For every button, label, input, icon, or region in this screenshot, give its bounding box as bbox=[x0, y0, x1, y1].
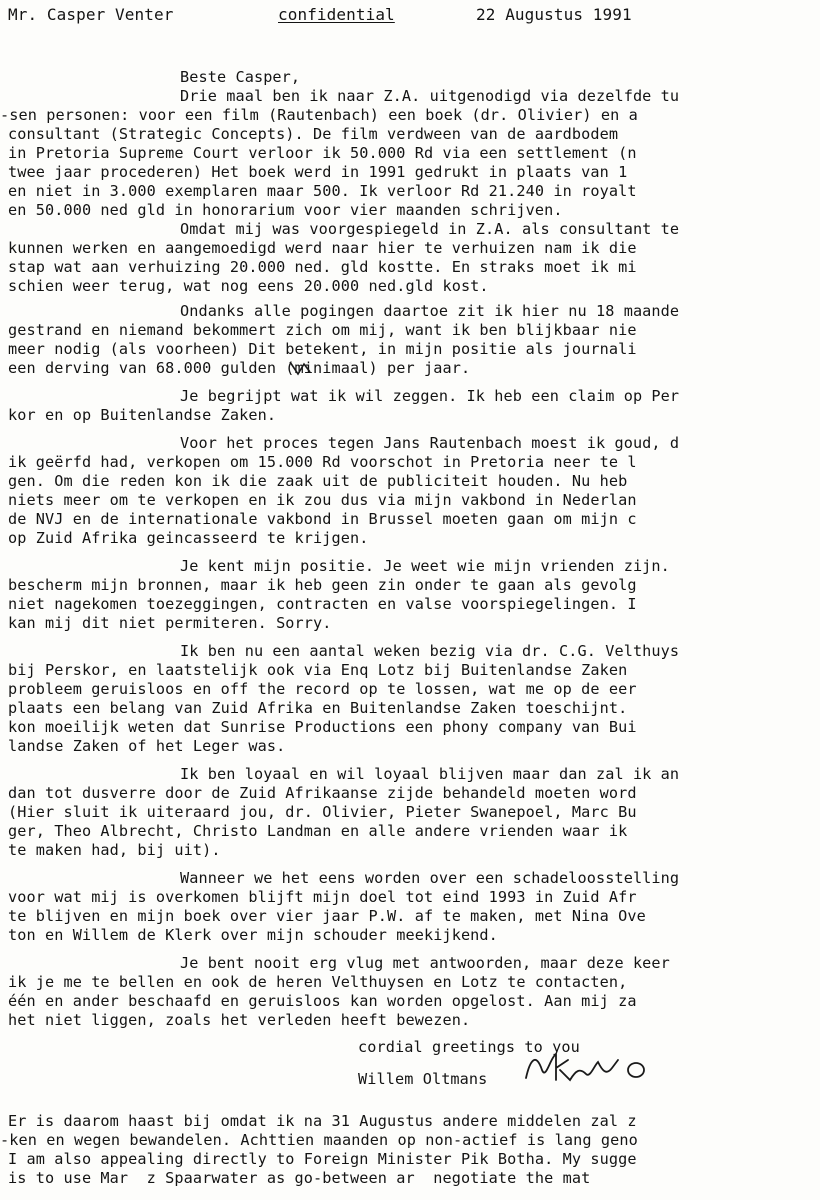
text-line: plaats een belang van Zuid Afrika en Buitenlandse Zaken toeschijnt. bbox=[8, 699, 628, 717]
text-line: meer nodig (als voorheen) Dit betekent, in mijn positie als journali bbox=[8, 340, 637, 358]
text-line: ik je me te bellen en ook de heren Velthuysen en Lotz te contacten, bbox=[8, 973, 628, 991]
text-line: ger, Theo Albrecht, Christo Landman en alle andere vrienden waar ik bbox=[8, 822, 628, 840]
text-line: is to use Mar z Spaarwater as go-between ar negotiate the mat bbox=[8, 1169, 591, 1187]
text-line: probleem geruisloos en off the record op te lossen, wat me op de eer bbox=[8, 680, 637, 698]
text-line: (Hier sluit ik uiteraard jou, dr. Olivier, Pieter Swanepoel, Marc Bu bbox=[8, 803, 637, 821]
text-line: en 50.000 ned gld in honorarium voor vier maanden schrijven. bbox=[8, 201, 563, 219]
header-confidential: confidential bbox=[278, 5, 395, 24]
text-line: -sen personen: voor een film (Rautenbach) een boek (dr. Olivier) en a bbox=[0, 106, 638, 124]
text-line: niets meer om te verkopen en ik zou dus via mijn vakbond in Nederlan bbox=[8, 491, 637, 509]
text-line: kunnen werken en aangemoedigd werd naar hier te verhuizen nam ik die bbox=[8, 239, 637, 257]
text-line: Drie maal ben ik naar Z.A. uitgenodigd via dezelfde tu bbox=[180, 87, 680, 105]
salutation: Beste Casper, bbox=[180, 68, 301, 86]
text-line: kon moeilijk weten dat Sunrise Productions een phony company van Bui bbox=[8, 718, 637, 736]
text-line: niet nagekomen toezeggingen, contracten en valse voorspiegelingen. I bbox=[8, 595, 637, 613]
text-line: te maken had, bij uit). bbox=[8, 841, 221, 859]
header-from: Mr. Casper Venter bbox=[8, 5, 174, 24]
text-line: consultant (Strategic Concepts). De film verdween van de aardbodem bbox=[8, 125, 619, 143]
signatory-name: Willem Oltmans bbox=[358, 1070, 488, 1088]
text-line: in Pretoria Supreme Court verloor ik 50.000 Rd via een settlement (n bbox=[8, 144, 637, 162]
text-line: Ik ben loyaal en wil loyaal blijven maar dan zal ik an bbox=[180, 765, 680, 783]
text-line: voor wat mij is overkomen blijft mijn doel tot eind 1993 in Zuid Afr bbox=[8, 888, 637, 906]
text-line: gen. Om die reden kon ik die zaak uit de publiciteit houden. Nu heb bbox=[8, 472, 628, 490]
text-line: twee jaar procederen) Het boek werd in 1991 gedrukt in plaats van 1 bbox=[8, 163, 628, 181]
text-line: Je kent mijn positie. Je weet wie mijn vrienden zijn. bbox=[180, 557, 670, 575]
handwritten-mark-icon bbox=[286, 358, 316, 378]
text-line: -ken en wegen bewandelen. Achttien maanden op non-actief is lang geno bbox=[0, 1131, 638, 1149]
text-line: één en ander beschaafd en geruisloos kan worden opgelost. Aan mij za bbox=[8, 992, 637, 1010]
text-line: Ik ben nu een aantal weken bezig via dr. C.G. Velthuys bbox=[180, 642, 680, 660]
text-line: ton en Willem de Klerk over mijn schouder meekijkend. bbox=[8, 926, 498, 944]
text-line: een derving van 68.000 gulden (minimaal) per jaar. bbox=[8, 359, 471, 377]
text-line: schien weer terug, wat nog eens 20.000 ned.gld kost. bbox=[8, 277, 489, 295]
text-line: de NVJ en de internationale vakbond in Brussel moeten gaan om mijn c bbox=[8, 510, 637, 528]
text-line: Wanneer we het eens worden over een schadeloosstelling bbox=[180, 869, 680, 887]
text-line: stap wat aan verhuizing 20.000 ned. gld kostte. En straks moet ik mi bbox=[8, 258, 637, 276]
text-line: Er is daarom haast bij omdat ik na 31 Augustus andere middelen zal z bbox=[8, 1112, 637, 1130]
text-line: gestrand en niemand bekommert zich om mij, want ik ben blijkbaar nie bbox=[8, 321, 637, 339]
text-line: Voor het proces tegen Jans Rautenbach moest ik goud, d bbox=[180, 434, 680, 452]
text-line: Omdat mij was voorgespiegeld in Z.A. als consultant te bbox=[180, 220, 680, 238]
text-line: I am also appealing directly to Foreign Minister Pik Botha. My sugge bbox=[8, 1150, 637, 1168]
text-line: Je bent nooit erg vlug met antwoorden, maar deze keer bbox=[180, 954, 670, 972]
text-line: kan mij dit niet permiteren. Sorry. bbox=[8, 614, 332, 632]
text-line: Ondanks alle pogingen daartoe zit ik hier nu 18 maande bbox=[180, 302, 680, 320]
text-line: en niet in 3.000 exemplaren maar 500. Ik verloor Rd 21.240 in royalt bbox=[8, 182, 637, 200]
text-line: bij Perskor, en laatstelijk ook via Enq Lotz bij Buitenlandse Zaken bbox=[8, 661, 628, 679]
header-date: 22 Augustus 1991 bbox=[476, 5, 632, 24]
text-line: op Zuid Afrika geincasseerd te krijgen. bbox=[8, 529, 369, 547]
signature-icon bbox=[520, 1040, 670, 1090]
text-line: ik geërfd had, verkopen om 15.000 Rd voorschot in Pretoria neer te l bbox=[8, 453, 637, 471]
text-line: het niet liggen, zoals het verleden heeft bewezen. bbox=[8, 1011, 471, 1029]
text-line: bescherm mijn bronnen, maar ik heb geen zin onder te gaan als gevolg bbox=[8, 576, 637, 594]
text-line: dan tot dusverre door de Zuid Afrikaanse zijde behandeld moeten word bbox=[8, 784, 637, 802]
text-line: landse Zaken of het Leger was. bbox=[8, 737, 286, 755]
text-line: kor en op Buitenlandse Zaken. bbox=[8, 406, 277, 424]
text-line: te blijven en mijn boek over vier jaar P.W. af te maken, met Nina Ove bbox=[8, 907, 646, 925]
text-line: Je begrijpt wat ik wil zeggen. Ik heb een claim op Per bbox=[180, 387, 680, 405]
closing-greeting: cordial greetings to you bbox=[358, 1038, 580, 1056]
